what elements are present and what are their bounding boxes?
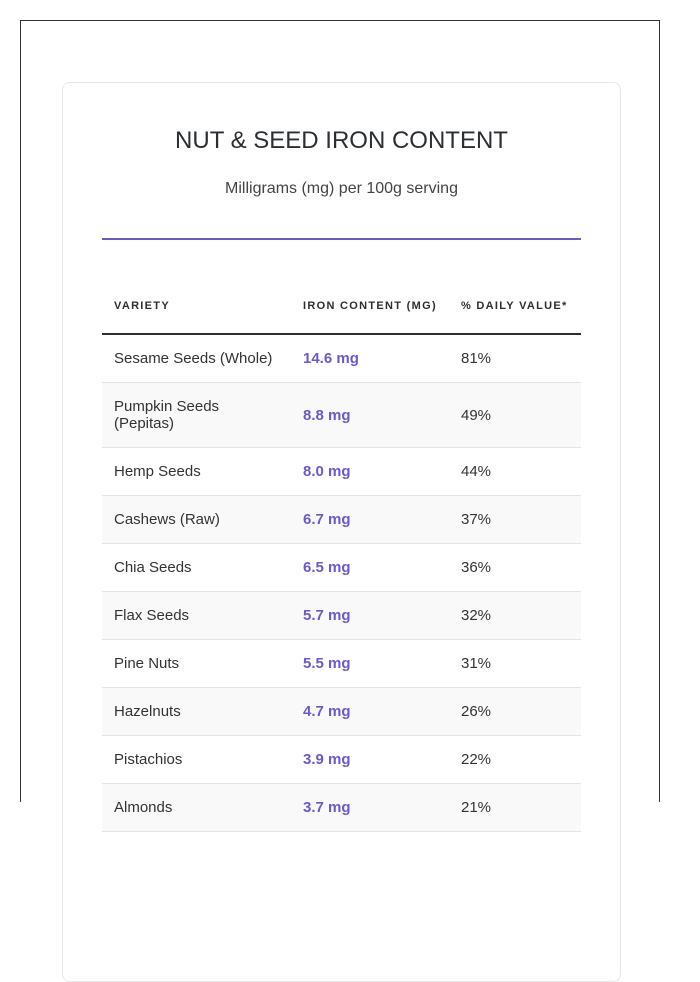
accent-divider	[102, 238, 581, 240]
table-row	[102, 334, 581, 383]
column-header-daily-value: % DAILY VALUE*	[449, 279, 581, 334]
iron-cell: 6.5 mg	[291, 544, 449, 592]
iron-content-table	[102, 279, 581, 832]
table-row	[102, 544, 581, 592]
daily-value-cell: 21%	[449, 784, 581, 832]
column-header-iron: IRON CONTENT (MG)	[291, 279, 449, 334]
variety-cell: Hemp Seeds	[102, 448, 291, 496]
table-row	[102, 688, 581, 736]
variety-cell: Almonds	[102, 784, 291, 832]
column-header-variety: VARIETY	[102, 279, 291, 334]
variety-cell: Sesame Seeds (Whole)	[102, 334, 291, 383]
table-row	[102, 592, 581, 640]
daily-value-cell: 36%	[449, 544, 581, 592]
iron-cell: 6.7 mg	[291, 496, 449, 544]
daily-value-cell: 37%	[449, 496, 581, 544]
table-row	[102, 784, 581, 832]
table-row	[102, 640, 581, 688]
page-title: NUT & SEED IRON CONTENT	[175, 127, 508, 154]
iron-cell: 3.7 mg	[291, 784, 449, 832]
variety-cell: Flax Seeds	[102, 592, 291, 640]
daily-value-cell: 22%	[449, 736, 581, 784]
variety-cell: Pine Nuts	[102, 640, 291, 688]
viewport-frame	[20, 20, 660, 816]
iron-cell: 8.0 mg	[291, 448, 449, 496]
table-row	[102, 496, 581, 544]
variety-cell: Pumpkin Seeds (Pepitas)	[102, 383, 291, 448]
variety-cell: Hazelnuts	[102, 688, 291, 736]
iron-cell: 5.7 mg	[291, 592, 449, 640]
daily-value-cell: 26%	[449, 688, 581, 736]
content-card	[62, 82, 621, 982]
iron-cell: 4.7 mg	[291, 688, 449, 736]
iron-cell: 3.9 mg	[291, 736, 449, 784]
table-header-row	[102, 279, 581, 334]
daily-value-cell: 32%	[449, 592, 581, 640]
page-subtitle: Milligrams (mg) per 100g serving	[225, 180, 458, 197]
table-row	[102, 736, 581, 784]
variety-cell: Pistachios	[102, 736, 291, 784]
daily-value-cell: 49%	[449, 383, 581, 448]
table-row	[102, 448, 581, 496]
daily-value-cell: 81%	[449, 334, 581, 383]
daily-value-cell: 44%	[449, 448, 581, 496]
variety-cell: Chia Seeds	[102, 544, 291, 592]
variety-cell: Cashews (Raw)	[102, 496, 291, 544]
iron-cell: 8.8 mg	[291, 383, 449, 448]
iron-cell: 5.5 mg	[291, 640, 449, 688]
iron-cell: 14.6 mg	[291, 334, 449, 383]
daily-value-cell: 31%	[449, 640, 581, 688]
table-row	[102, 383, 581, 448]
